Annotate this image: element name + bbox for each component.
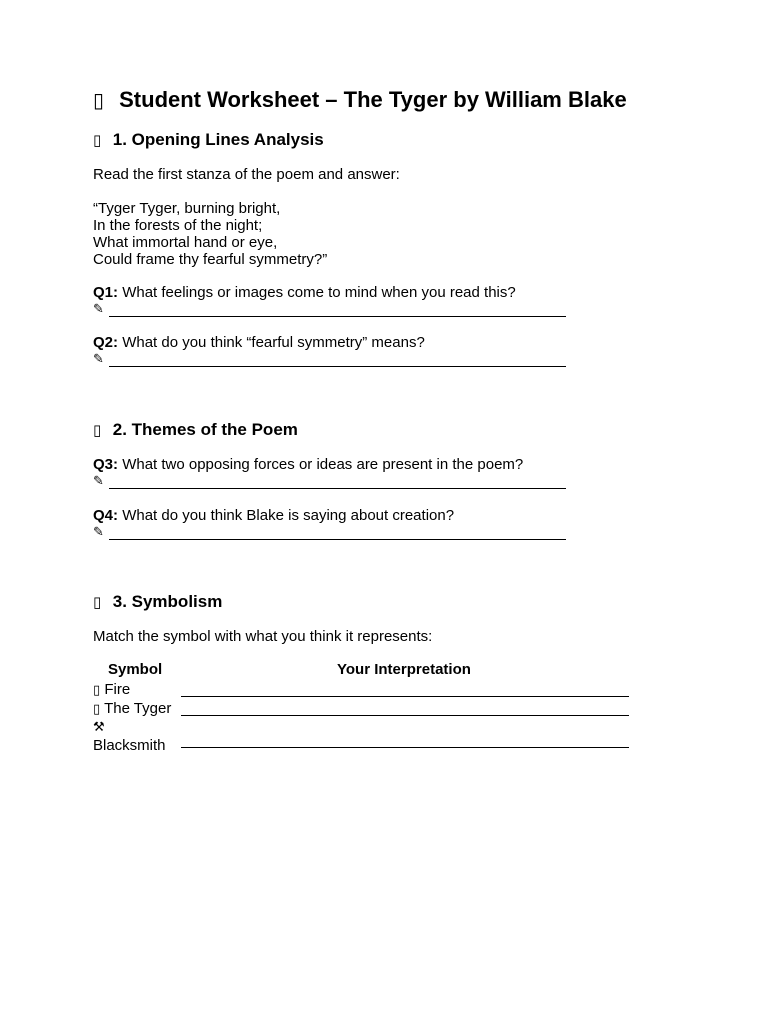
fire-icon: ▯ xyxy=(93,683,101,698)
page-title xyxy=(93,86,627,114)
question-text xyxy=(93,334,573,351)
interpretation-answer-line[interactable] xyxy=(181,747,629,748)
hammer-pick-icon: ⚒ xyxy=(93,720,105,735)
table-row-tyger xyxy=(93,700,633,720)
section-3-heading-text: 3. Symbolism xyxy=(112,592,223,611)
stanza-line: Could frame thy fearful symmetry?” xyxy=(93,251,328,268)
question-q4 xyxy=(93,507,573,541)
question-q3 xyxy=(93,456,573,490)
question-label: Q1: xyxy=(93,284,119,301)
stanza-line: “Tyger Tyger, burning bright, xyxy=(93,200,281,217)
symbol-name: Fire xyxy=(104,681,131,698)
pencil-icon: ✎ xyxy=(93,302,104,317)
document-icon: ▯ xyxy=(93,593,102,611)
document-icon: ▯ xyxy=(93,131,102,149)
section-1-intro: Read the first stanza of the poem and answer: xyxy=(93,166,400,183)
table-row-blacksmith xyxy=(93,718,633,756)
answer-field-q3[interactable] xyxy=(93,473,573,490)
notebook-icon: ▯ xyxy=(93,88,105,112)
table-header-interpretation: Your Interpretation xyxy=(337,661,471,678)
stanza-line: In the forests of the night; xyxy=(93,217,263,234)
table-header-symbol: Symbol xyxy=(108,661,163,678)
question-label: Q2: xyxy=(93,334,119,351)
question-prompt: What do you think “fearful symmetry” means? xyxy=(122,334,425,351)
question-q1 xyxy=(93,284,573,318)
answer-underline xyxy=(109,366,566,367)
table-row-fire xyxy=(93,681,633,701)
answer-underline xyxy=(109,316,566,317)
section-2-heading xyxy=(93,419,298,441)
answer-field-q4[interactable] xyxy=(93,524,573,541)
question-text xyxy=(93,456,573,473)
answer-field-q2[interactable] xyxy=(93,351,573,368)
question-q2 xyxy=(93,334,573,368)
interpretation-answer-line[interactable] xyxy=(181,715,629,716)
section-1-heading xyxy=(93,129,324,151)
stanza xyxy=(93,200,327,268)
section-2-heading-text: 2. Themes of the Poem xyxy=(112,420,298,439)
answer-field-q1[interactable] xyxy=(93,301,573,318)
question-label: Q3: xyxy=(93,456,119,473)
question-text xyxy=(93,284,573,301)
tiger-icon: ▯ xyxy=(93,702,101,717)
section-3-intro: Match the symbol with what you think it represents: xyxy=(93,628,433,645)
section-3-heading xyxy=(93,591,222,613)
section-1-heading-text: 1. Opening Lines Analysis xyxy=(112,130,324,149)
question-text xyxy=(93,507,573,524)
symbol-name: Blacksmith xyxy=(93,737,166,754)
answer-underline xyxy=(109,539,566,540)
pencil-icon: ✎ xyxy=(93,352,104,367)
symbol-name: The Tyger xyxy=(104,700,172,717)
document-icon: ▯ xyxy=(93,421,102,439)
stanza-line: What immortal hand or eye, xyxy=(93,234,278,251)
question-prompt: What feelings or images come to mind when you read this? xyxy=(122,284,516,301)
question-prompt: What do you think Blake is saying about creation? xyxy=(122,507,455,524)
interpretation-answer-line[interactable] xyxy=(181,696,629,697)
question-prompt: What two opposing forces or ideas are present in the poem? xyxy=(122,456,524,473)
answer-underline xyxy=(109,488,566,489)
question-label: Q4: xyxy=(93,507,119,524)
pencil-icon: ✎ xyxy=(93,474,104,489)
pencil-icon: ✎ xyxy=(93,525,104,540)
page-title-text: Student Worksheet – The Tyger by William Blake xyxy=(119,87,627,112)
